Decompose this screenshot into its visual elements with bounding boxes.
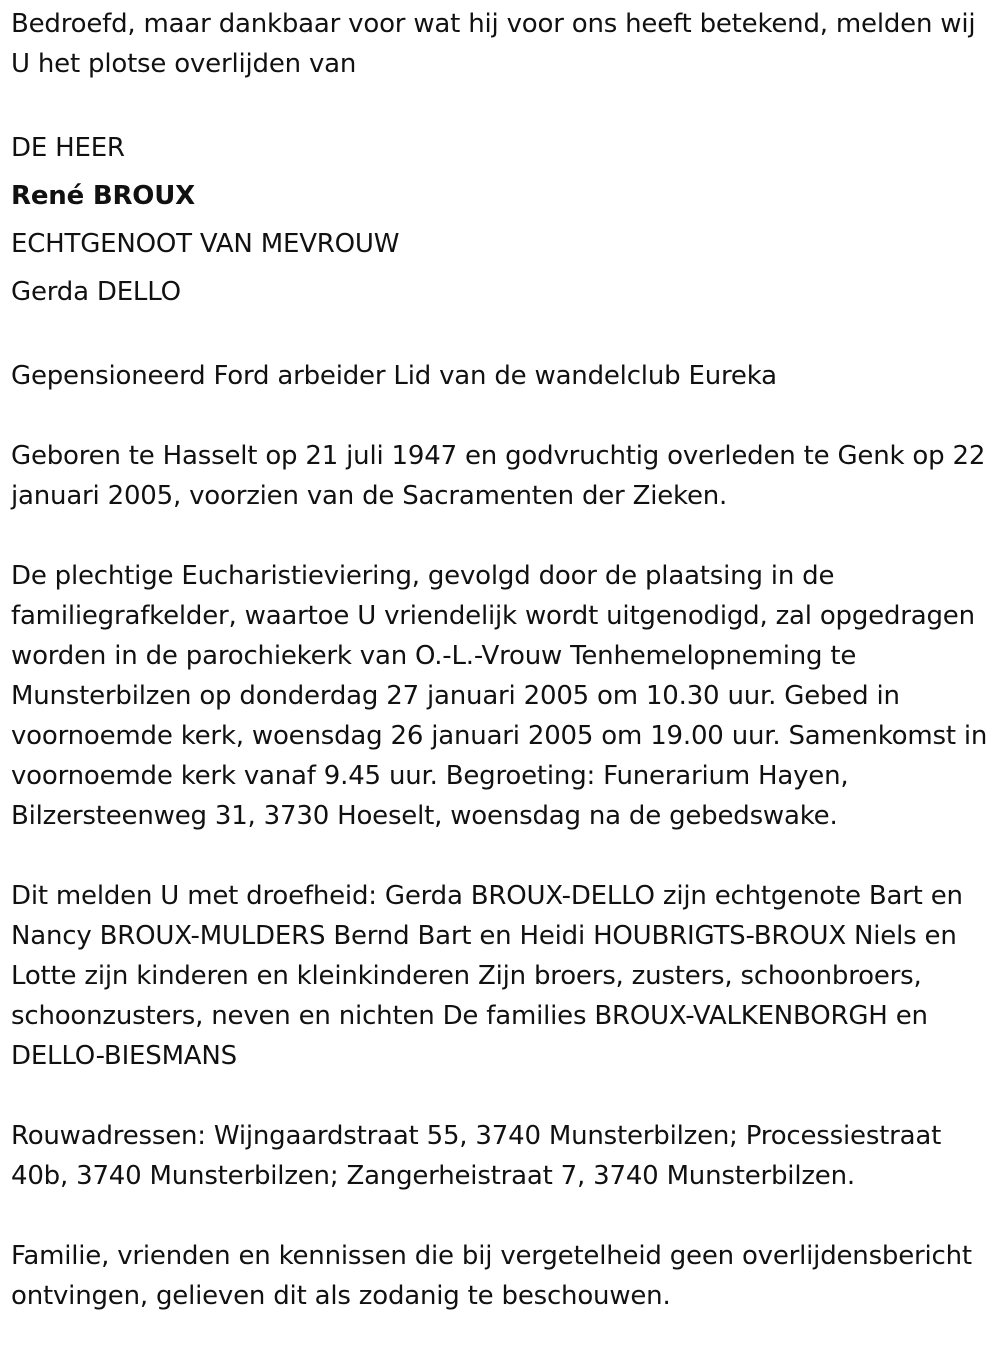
closing-paragraph: Familie, vrienden en kennissen die bij vergetelheid geen overlijdensbericht ontvingen, gelieven dit als zodanig te beschouwen. (11, 1241, 972, 1311)
spouse-name: Gerda DELLO (11, 277, 181, 307)
relation-label: ECHTGENOOT VAN MEVROUW (11, 229, 400, 259)
family-paragraph: Dit melden U met droefheid: Gerda BROUX-DELLO zijn echtgenote Bart en Nancy BROUX-MULDERS Bernd Bart en Heidi HOUBRIGTS-BROUX Niels en Lotte zijn kinderen en kleinkinderen Zijn broers, zusters, schoonbroers, schoonzusters, neven en nichten De families BROUX-VALKENBORGH en DELLO-BIESMANS (11, 881, 963, 1071)
honorific-title: DE HEER (11, 133, 125, 163)
ceremony-paragraph: De plechtige Eucharistieviering, gevolgd door de plaatsing in de familiegrafkelder, waartoe U vriendelijk wordt uitgenodigd, zal opgedragen worden in de parochiekerk van O.-L.-Vrouw Tenhemelopneming te Munsterbilzen op donderdag 27 januari 2005 om 10.30 uur. Gebed in voornoemde kerk, woensdag 26 januari 2005 om 19.00 uur. Samenkomst in voornoemde kerk vanaf 9.45 uur. Begroeting: Funerarium Hayen, Bilzersteenweg 31, 3730 Hoeselt, woensdag na de gebedswake. (11, 561, 988, 831)
occupation-paragraph: Gepensioneerd Ford arbeider Lid van de wandelclub Eureka (11, 361, 777, 391)
birth-death-paragraph: Geboren te Hasselt op 21 juli 1947 en godvruchtig overleden te Genk op 22 januari 2005, voorzien van de Sacramenten der Zieken. (11, 441, 986, 511)
deceased-name: René BROUX (11, 181, 195, 211)
obituary-document (11, 0, 991, 1316)
intro-paragraph: Bedroefd, maar dankbaar voor wat hij voor ons heeft betekend, melden wij U het plotse overlijden van (11, 9, 976, 79)
addresses-paragraph: Rouwadressen: Wijngaardstraat 55, 3740 Munsterbilzen; Processiestraat 40b, 3740 Munsterbilzen; Zangerheistraat 7, 3740 Munsterbilzen. (11, 1121, 942, 1191)
deceased-heading (11, 124, 991, 316)
